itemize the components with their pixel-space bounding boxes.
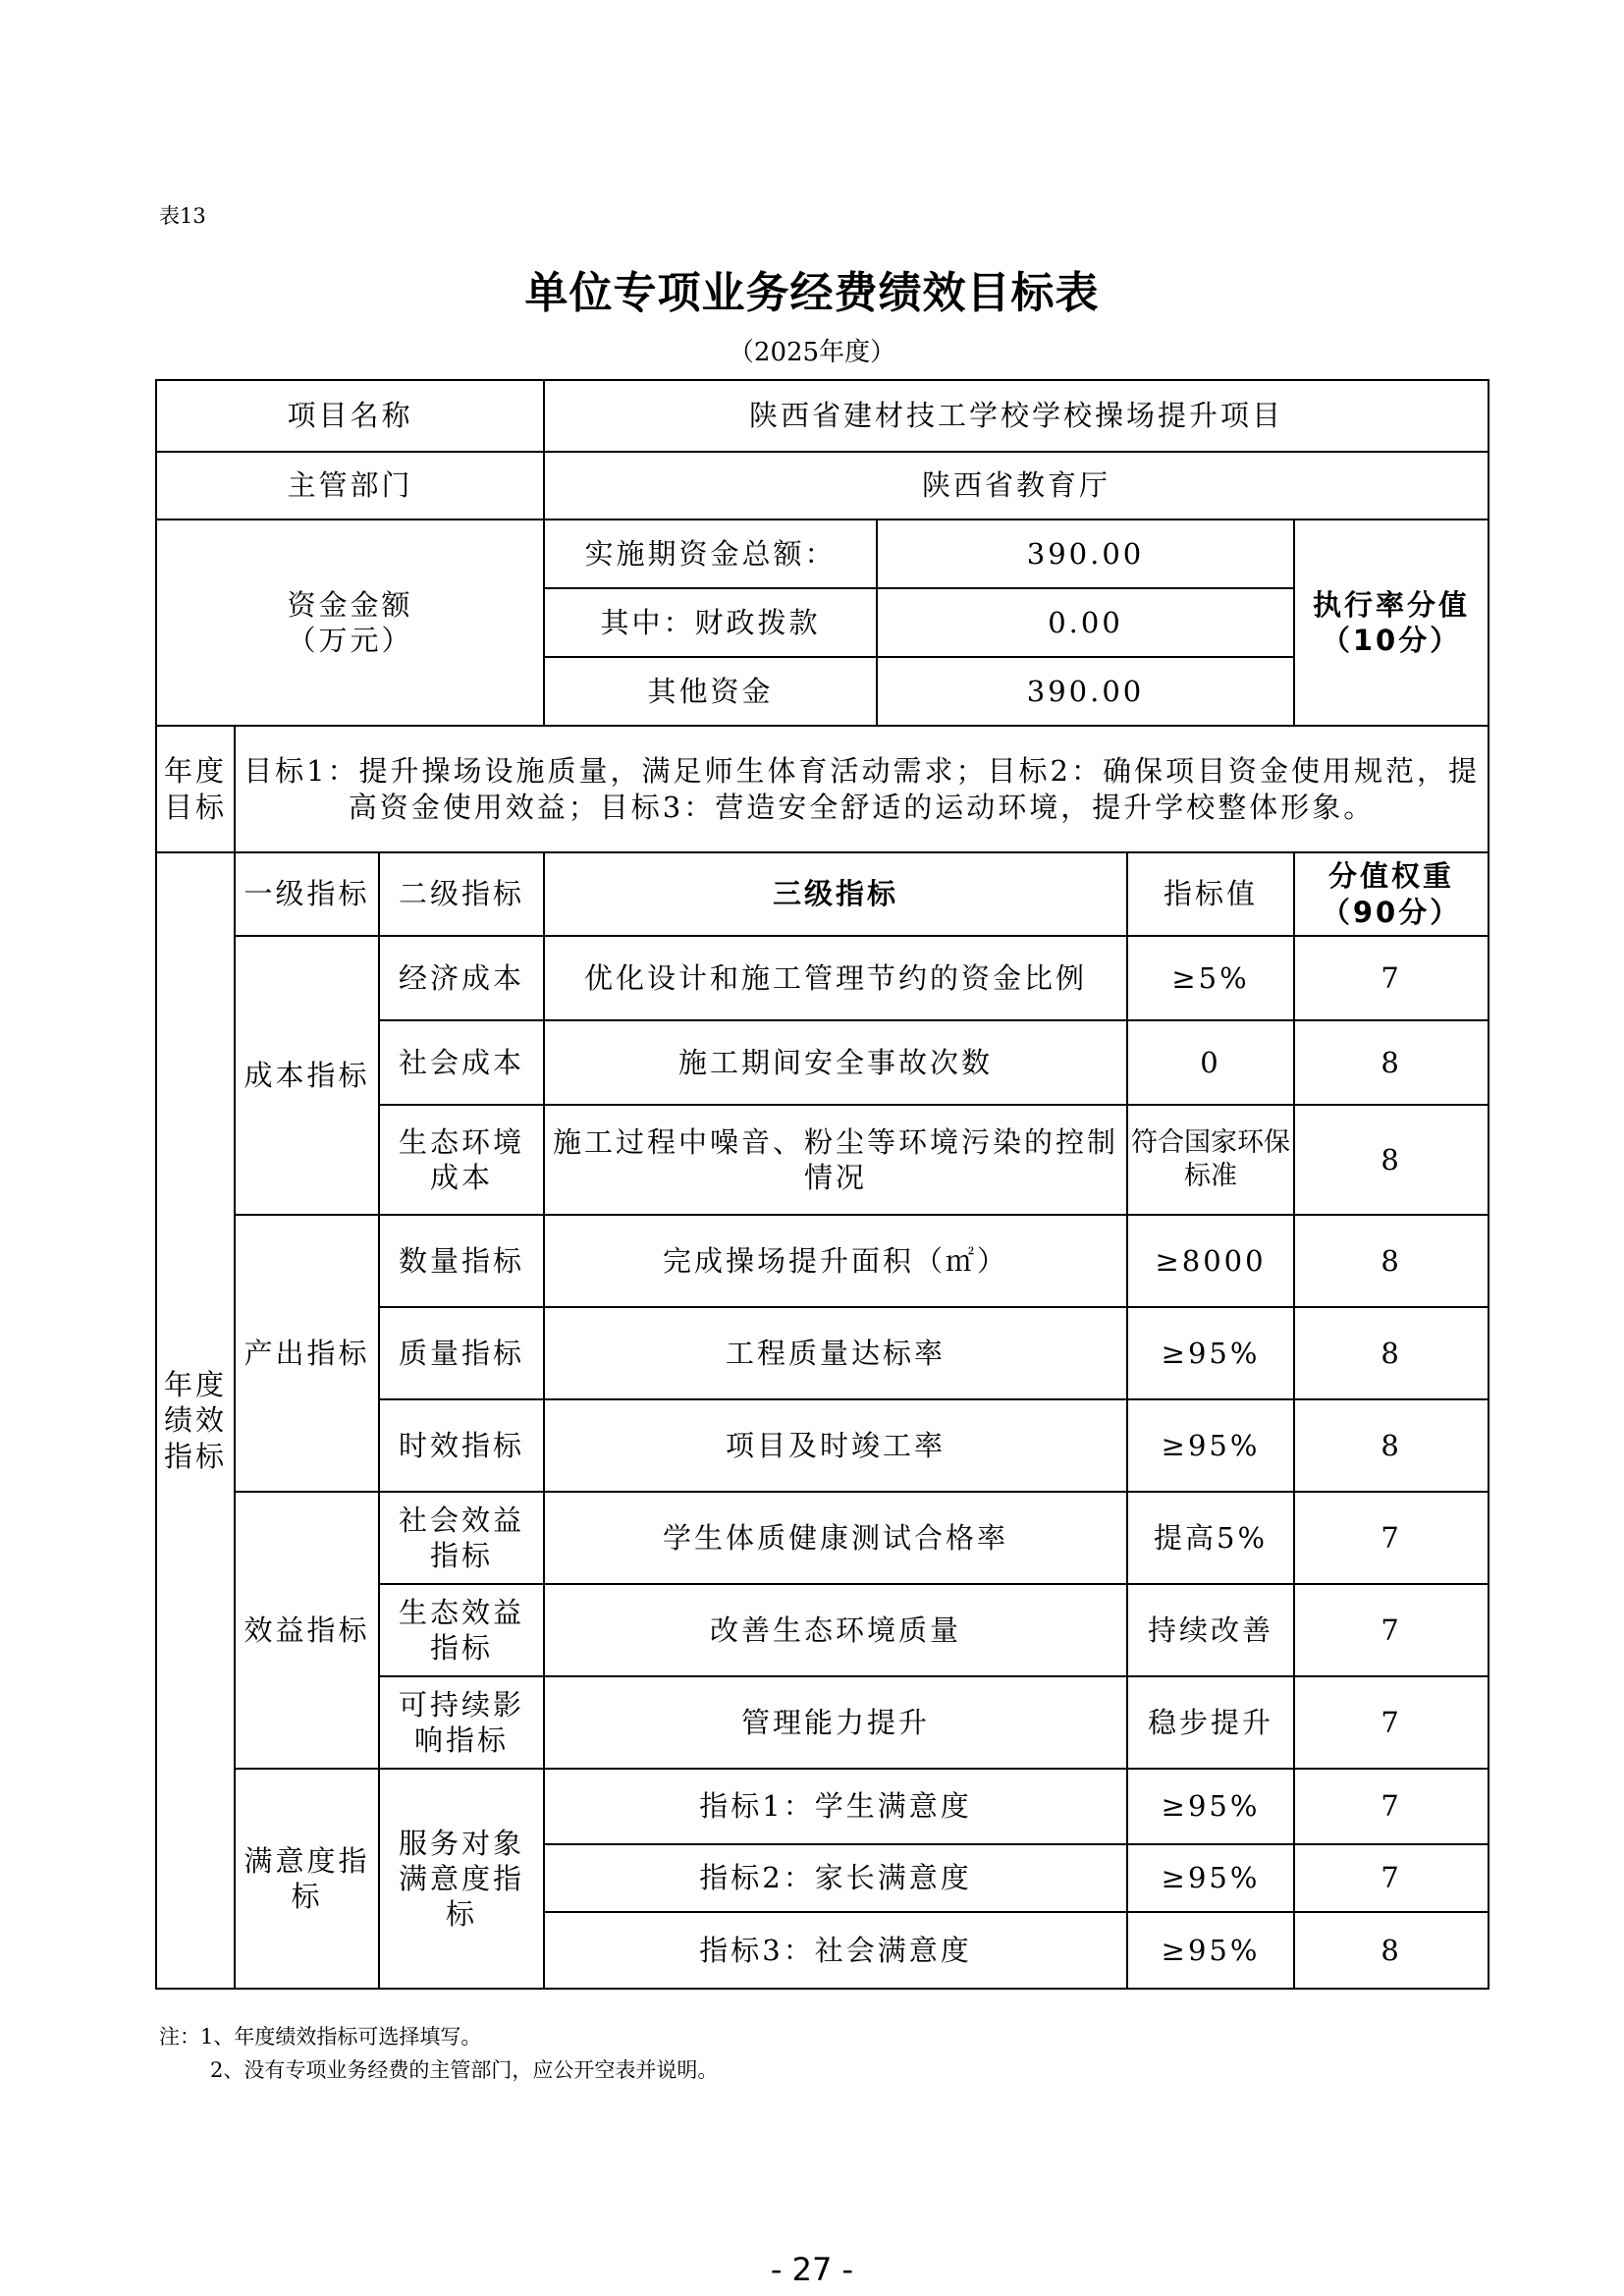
funds-label-line2: （万元）: [287, 624, 413, 657]
value-cell: ≥95%: [1127, 1844, 1294, 1912]
funds-total-value: 390.00: [877, 519, 1294, 588]
table-row: [156, 1769, 1489, 1844]
header-weight-line1: 分值权重: [1328, 859, 1455, 894]
value-cell: ≥95%: [1127, 1769, 1294, 1844]
dept-row: [156, 452, 1489, 519]
dept-value: 陕西省教育厅: [544, 452, 1489, 519]
value-cell: 0: [1127, 1020, 1294, 1105]
value-cell: ≥95%: [1127, 1912, 1294, 1989]
value-cell: 持续改善: [1127, 1584, 1294, 1676]
level2-cell: 可持续影响指标: [379, 1676, 544, 1769]
funds-other-value: 390.00: [877, 657, 1294, 726]
header-weight: [1294, 852, 1489, 936]
dept-label: 主管部门: [156, 452, 544, 519]
funds-other-label: 其他资金: [544, 657, 877, 726]
level2-cell: 生态效益指标: [379, 1584, 544, 1676]
header-weight-line2: （90分）: [1321, 895, 1462, 929]
funds-fiscal-label: 其中：财政拨款: [544, 588, 877, 657]
value-cell: ≥95%: [1127, 1399, 1294, 1492]
level2-cell: 社会效益指标: [379, 1492, 544, 1584]
level3-cell: 施工期间安全事故次数: [544, 1020, 1127, 1105]
level3-cell: 项目及时竣工率: [544, 1399, 1127, 1492]
level2-cell: 数量指标: [379, 1215, 544, 1307]
level1-satisfaction: 满意度指标: [235, 1769, 379, 1989]
annual-indicators-label: 年度绩效指标: [156, 852, 235, 1989]
header-level2: 二级指标: [379, 852, 544, 936]
project-name-value: 陕西省建材技工学校学校操场提升项目: [544, 380, 1489, 452]
weight-cell: 8: [1294, 1105, 1489, 1215]
project-name-label: 项目名称: [156, 380, 544, 452]
weight-cell: 7: [1294, 1676, 1489, 1769]
project-name-row: [156, 380, 1489, 452]
fiscal-year: （2025年度）: [728, 338, 896, 367]
level2-service-satisfaction: 服务对象满意度指标: [379, 1769, 544, 1989]
level2-cell: 生态环境成本: [379, 1105, 544, 1215]
level3-cell: 改善生态环境质量: [544, 1584, 1127, 1676]
level3-cell: 工程质量达标率: [544, 1307, 1127, 1399]
value-cell: ≥5%: [1127, 936, 1294, 1020]
performance-target-table: [155, 379, 1489, 1990]
footnotes: [159, 2020, 718, 2087]
weight-cell: 7: [1294, 1769, 1489, 1844]
page-title: 单位专项业务经费绩效目标表: [524, 268, 1100, 318]
level3-cell: 管理能力提升: [544, 1676, 1127, 1769]
header-level3: 三级指标: [544, 852, 1127, 936]
weight-cell: 7: [1294, 1844, 1489, 1912]
value-cell: 符合国家环保标准: [1127, 1105, 1294, 1215]
execution-rate-score: [1294, 519, 1489, 726]
table-number-label: 表13: [159, 204, 206, 228]
level3-cell: 指标1：学生满意度: [544, 1769, 1127, 1844]
level2-cell: 经济成本: [379, 936, 544, 1020]
weight-cell: 8: [1294, 1020, 1489, 1105]
value-cell: 稳步提升: [1127, 1676, 1294, 1769]
weight-cell: 7: [1294, 936, 1489, 1020]
funds-label: [156, 519, 544, 726]
level3-cell: 优化设计和施工管理节约的资金比例: [544, 936, 1127, 1020]
level2-cell: 社会成本: [379, 1020, 544, 1105]
indicator-header-row: [156, 852, 1489, 936]
footnote-2: 2、没有专项业务经费的主管部门，应公开空表并说明。: [210, 2058, 719, 2082]
table-row: [156, 1492, 1489, 1584]
execution-rate-line1: 执行率分值: [1313, 587, 1471, 622]
level3-cell: 学生体质健康测试合格率: [544, 1492, 1127, 1584]
weight-cell: 8: [1294, 1307, 1489, 1399]
annual-goal-label: 年度目标: [156, 726, 235, 852]
level2-cell: 质量指标: [379, 1307, 544, 1399]
level2-cell: 时效指标: [379, 1399, 544, 1492]
header-value: 指标值: [1127, 852, 1294, 936]
value-cell: ≥8000: [1127, 1215, 1294, 1307]
table-row: [156, 1215, 1489, 1307]
level1-output: 产出指标: [235, 1215, 379, 1492]
footnote-1: 注：1、年度绩效指标可选择填写。: [159, 2025, 482, 2049]
funds-label-line1: 资金金额: [287, 587, 413, 622]
header-level1: 一级指标: [235, 852, 379, 936]
level1-benefit: 效益指标: [235, 1492, 379, 1769]
level1-cost: 成本指标: [235, 936, 379, 1215]
level3-cell: 施工过程中噪音、粉尘等环境污染的控制情况: [544, 1105, 1127, 1215]
weight-cell: 8: [1294, 1399, 1489, 1492]
page-number: - 27 -: [770, 2251, 854, 2288]
level3-cell: 指标3：社会满意度: [544, 1912, 1127, 1989]
execution-rate-line2: （10分）: [1321, 624, 1462, 657]
level3-cell: 指标2：家长满意度: [544, 1844, 1127, 1912]
funds-total-label: 实施期资金总额：: [544, 519, 877, 588]
value-cell: 提高5%: [1127, 1492, 1294, 1584]
annual-goal-row: [156, 726, 1489, 852]
weight-cell: 7: [1294, 1492, 1489, 1584]
weight-cell: 8: [1294, 1215, 1489, 1307]
funds-total-row: [156, 519, 1489, 588]
value-cell: ≥95%: [1127, 1307, 1294, 1399]
weight-cell: 7: [1294, 1584, 1489, 1676]
level3-cell: 完成操场提升面积（㎡）: [544, 1215, 1127, 1307]
weight-cell: 8: [1294, 1912, 1489, 1989]
annual-goal-text: 目标1：提升操场设施质量，满足师生体育活动需求；目标2：确保项目资金使用规范，提高资金使用效益；目标3：营造安全舒适的运动环境，提升学校整体形象。: [235, 726, 1489, 852]
table-row: [156, 936, 1489, 1020]
funds-fiscal-value: 0.00: [877, 588, 1294, 657]
